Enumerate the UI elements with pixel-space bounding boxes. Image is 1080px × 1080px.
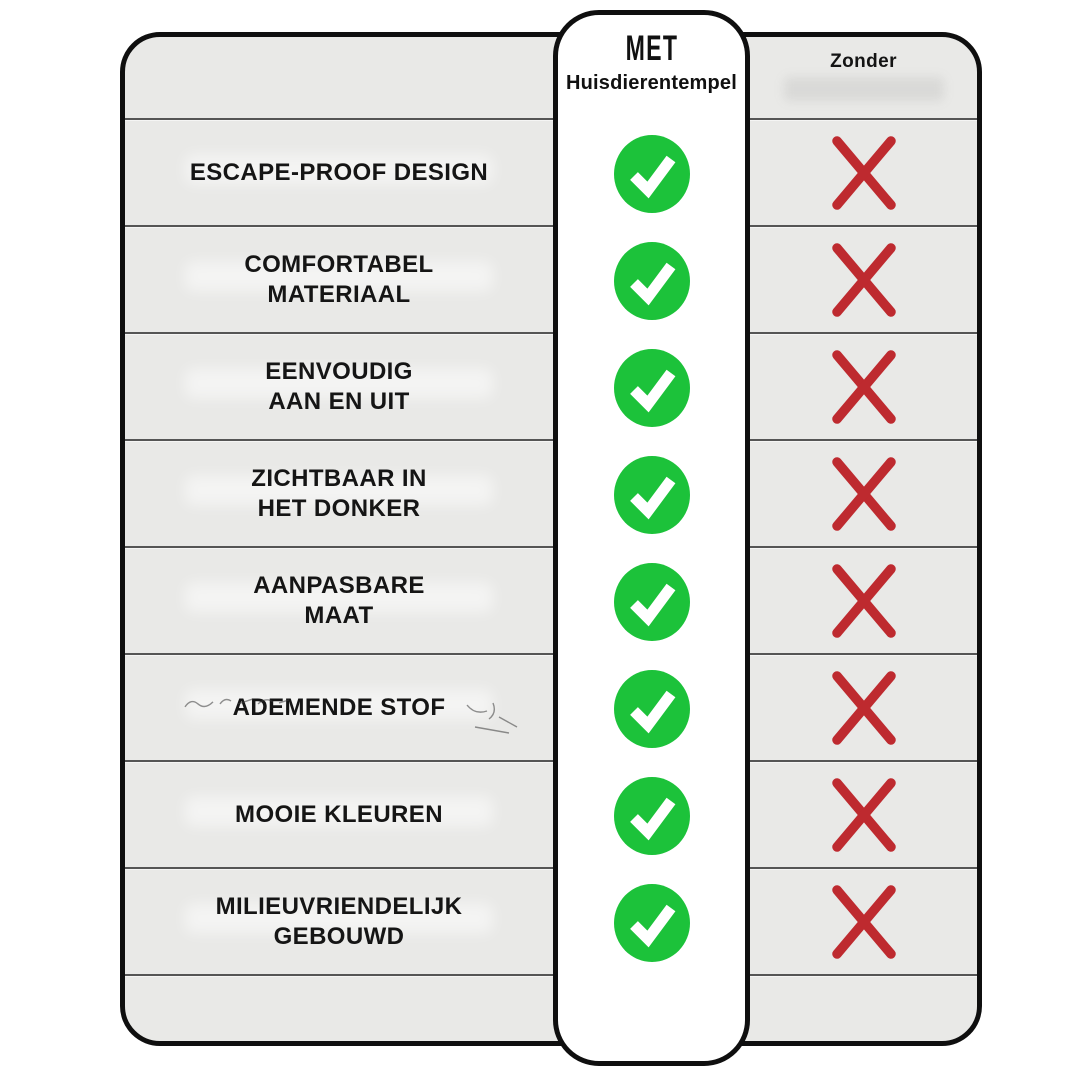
- feature-label: [235, 800, 443, 830]
- header-right-cell: [750, 37, 977, 118]
- with-cell: [558, 548, 745, 655]
- check-icon: [613, 776, 691, 856]
- feature-cell: [125, 762, 553, 867]
- cross-icon: [823, 772, 905, 858]
- feature-row: [125, 655, 977, 762]
- check-icon: [613, 348, 691, 428]
- feature-label-line: AAN EN UIT: [268, 387, 410, 415]
- with-cell: [558, 120, 745, 227]
- cross-icon: [823, 451, 905, 537]
- feature-label: [244, 250, 433, 310]
- without-column-header: Zonder: [830, 51, 897, 72]
- without-cell: [750, 548, 977, 653]
- feature-label-line: MILIEUVRIENDELIJK: [215, 892, 463, 920]
- feature-cell: [125, 227, 553, 332]
- feature-row: [125, 120, 977, 227]
- with-cell: [558, 441, 745, 548]
- without-cell: [750, 762, 977, 867]
- header-row: [125, 37, 977, 120]
- feature-row: [125, 334, 977, 441]
- cross-icon: [823, 237, 905, 323]
- feature-row: [125, 441, 977, 548]
- cross-icon: [823, 879, 905, 965]
- without-cell: [750, 334, 977, 439]
- check-icon: [613, 883, 691, 963]
- feature-label-line: MATERIAAL: [267, 280, 411, 308]
- cross-icon: [823, 558, 905, 644]
- feature-row: [125, 762, 977, 869]
- feature-row: [125, 227, 977, 334]
- feature-label-line: ADEMENDE STOF: [232, 693, 446, 721]
- with-column-pill: [553, 10, 750, 1066]
- check-icon: [613, 455, 691, 535]
- feature-rows: [125, 120, 977, 976]
- check-icon: [613, 134, 691, 214]
- without-cell: [750, 120, 977, 225]
- with-cell: [558, 334, 745, 441]
- feature-cell: [125, 869, 553, 974]
- feature-label: [253, 571, 425, 631]
- cross-icon: [823, 130, 905, 216]
- erased-text-smudge: [784, 77, 944, 101]
- without-cell: [750, 869, 977, 974]
- without-cell: [750, 227, 977, 332]
- feature-cell: [125, 548, 553, 653]
- feature-cell: [125, 655, 553, 760]
- with-cell: [558, 869, 745, 976]
- check-icon: [613, 562, 691, 642]
- with-column-header-brand: Huisdierentempel: [565, 72, 738, 94]
- feature-cell: [125, 334, 553, 439]
- with-column-header-top: MET: [625, 29, 678, 68]
- without-cell: [750, 655, 977, 760]
- footer-row: [125, 976, 977, 1041]
- without-cell: [750, 441, 977, 546]
- check-icon: [613, 669, 691, 749]
- with-cell: [558, 655, 745, 762]
- cross-icon: [823, 344, 905, 430]
- feature-row: [125, 869, 977, 976]
- feature-label-line: HET DONKER: [257, 494, 421, 522]
- feature-label: [265, 357, 413, 417]
- header-left-cell: [125, 37, 553, 118]
- scribble-artifact: [463, 699, 527, 739]
- feature-label-line: ESCAPE-PROOF DESIGN: [189, 158, 489, 186]
- comparison-table: [120, 29, 982, 1046]
- feature-label-line: EENVOUDIG: [265, 357, 413, 385]
- scribble-artifact: [183, 693, 303, 715]
- feature-label: [251, 464, 426, 524]
- feature-cell: [125, 441, 553, 546]
- with-cell: [558, 762, 745, 869]
- with-cell: [558, 227, 745, 334]
- feature-row: [125, 548, 977, 655]
- feature-label: [190, 158, 488, 188]
- cross-icon: [823, 665, 905, 751]
- feature-label: [216, 892, 463, 952]
- feature-label-line: GEBOUWD: [273, 922, 405, 950]
- with-column-header: [558, 15, 745, 120]
- with-column-checks: [558, 120, 745, 976]
- feature-cell: [125, 120, 553, 225]
- feature-label-line: COMFORTABEL: [244, 250, 434, 278]
- feature-label-line: MAAT: [304, 601, 374, 629]
- feature-label-line: AANPASBARE: [253, 571, 425, 599]
- feature-label-line: MOOIE KLEUREN: [235, 800, 443, 828]
- feature-label-line: ZICHTBAAR IN: [251, 464, 427, 492]
- check-icon: [613, 241, 691, 321]
